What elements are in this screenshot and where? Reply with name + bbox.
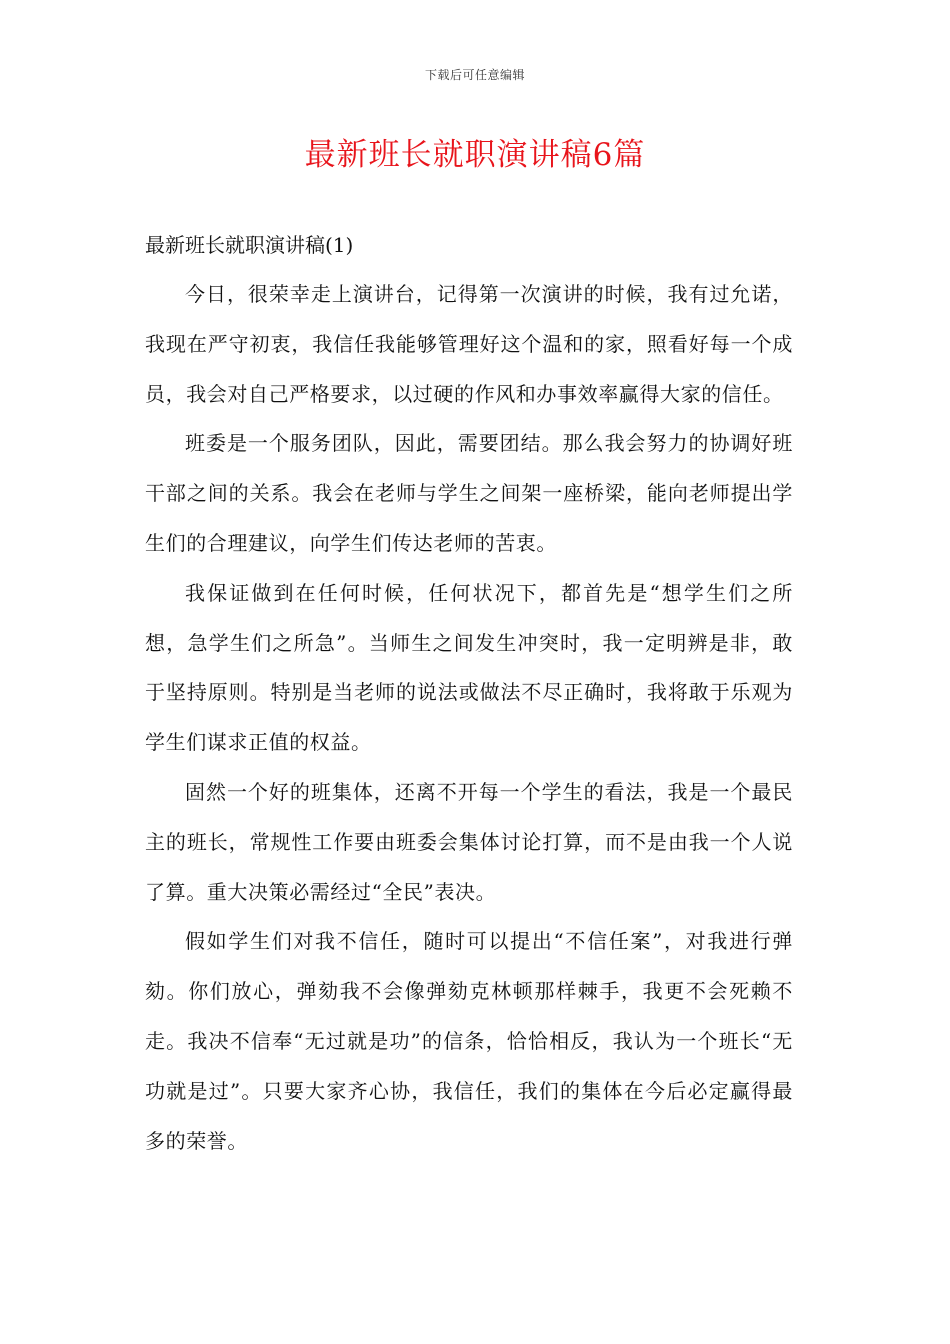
document-title: 最新班长就职演讲稿6篇 <box>304 137 646 173</box>
header-note: 下载后可任意编辑 <box>424 68 525 82</box>
section-heading: 最新班长就职演讲稿(1) <box>145 233 354 257</box>
paragraph-3: 我保证做到在任何时候，任何状况下，都首先是“想学生们之所想，急学生们之所急”。当师生之间发生冲突时，我一定明辨是非，敢于坚持原则。特别是当老师的说法或做法不尽正确时，我将敢于乐观为学生们谋求正值的权益。 <box>145 580 793 755</box>
paragraph-5: 假如学生们对我不信任，随时可以提出“不信任案”，对我进行弹劾。你们放心，弹劾我不会像弹劾克林顿那样棘手，我更不会死赖不走。我决不信奉“无过就是功”的信条，恰恰相反，我认为一个班长“无功就是过”。只要大家齐心协，我信任，我们的集体在今后必定赢得最多的荣誉。 <box>145 929 793 1153</box>
paragraph-4: 固然一个好的班集体，还离不开每一个学生的看法，我是一个最民主的班长，常规性工作要由班委会集体讨论打算，而不是由我一个人说了算。重大决策必需经过“全民”表决。 <box>145 779 793 904</box>
paragraph-2: 班委是一个服务团队，因此，需要团结。那么我会努力的协调好班干部之间的关系。我会在老师与学生之间架一座桥梁，能向老师提出学生们的合理建议，向学生们传达老师的苦衷。 <box>145 431 793 555</box>
document-body <box>145 220 793 1166</box>
paragraph-1: 今日，很荣幸走上演讲台，记得第一次演讲的时候，我有过允诺，我现在严守初衷，我信任我能够管理好这个温和的家，照看好每一个成员，我会对自己严格要求，以过硬的作风和办事效率赢得大家的信任。 <box>145 282 793 406</box>
